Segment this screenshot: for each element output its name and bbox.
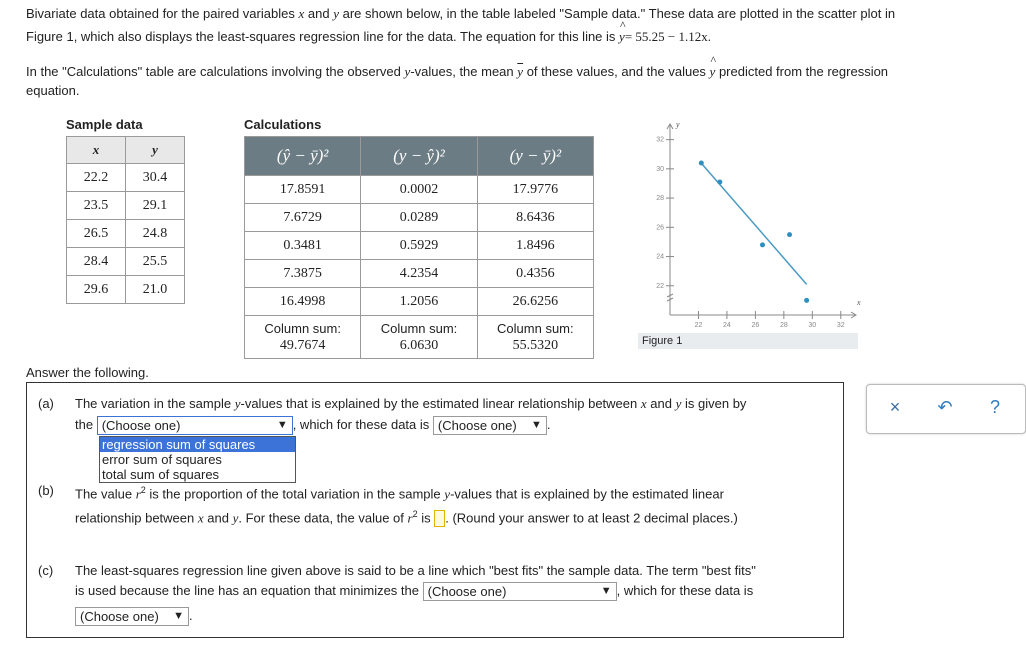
question-b-text: The value $r^2$ is the proportion of the total variation in the sample y-values that is explained by the estimated linear [75,485,724,502]
sample-data-table [66,136,185,304]
r-squared-input[interactable] [434,510,445,527]
cell: 16.4998 [245,288,361,316]
cell: 29.1 [126,192,185,220]
dropdown-menu [99,436,296,483]
dropdown-arrow-icon: ▼ [276,419,288,432]
data-point [760,242,765,247]
table-row [245,288,594,316]
x-tick-label: 26 [751,322,760,329]
dropdown-option-total[interactable]: total sum of squares [102,467,220,482]
question-c-select-1[interactable]: (Choose one) ▼ [423,582,617,601]
undo-icon[interactable]: ↶ [937,397,953,417]
dropdown-option-error[interactable]: error sum of squares [102,452,222,467]
help-icon[interactable]: ? [989,397,1000,417]
dropdown-option-regression[interactable]: regression sum of squares [100,437,295,452]
column-header-regression: (ŷ − ȳ)² [245,137,361,176]
cell: 4.2354 [361,260,477,288]
dropdown-arrow-icon: ▼ [173,610,184,623]
cell: 26.5 [67,220,126,248]
cell: 26.6256 [477,288,593,316]
calculations-title: Calculations [244,117,322,132]
close-icon[interactable]: × [889,397,901,417]
cell: 22.2 [67,164,126,192]
calculations-table [244,136,594,359]
answer-toolbar [866,384,1026,434]
cell: 0.0002 [361,176,477,204]
cell: 8.6436 [477,204,593,232]
question-c-answer-line: (Choose one) ▼ . [75,606,193,626]
y-tick-label: 28 [656,195,664,203]
cell: 1.2056 [361,288,477,316]
question-a-text: The variation in the sample y-values that is explained by the estimated linear relationship between x and y is given by [75,396,747,411]
y-tick-label: 26 [656,224,664,232]
cell: 17.9776 [477,176,593,204]
cell: 7.3875 [245,260,361,288]
y-tick-label: 30 [656,165,664,173]
figure-caption: Figure 1 [638,333,858,349]
table-row [245,232,594,260]
column-sum-cell: Column sum: 6.0630 [361,316,477,359]
cell: 29.6 [67,276,126,304]
x-tick-label: 22 [694,322,703,329]
cell: 0.0289 [361,204,477,232]
column-sum-cell: Column sum: 55.5320 [477,316,593,359]
cell: 0.4356 [477,260,593,288]
question-a-answer-line: the (Choose one) ▼ , which for these data is (Choose one) ▼ . [75,417,551,434]
x-axis-label: x [857,298,861,307]
questions-box [26,382,844,638]
questions-header: Answer the following. [26,365,149,380]
table-row [245,204,594,232]
cell: 21.0 [126,276,185,304]
data-point [787,232,792,237]
cell: 1.8496 [477,232,593,260]
x-tick-label: 24 [723,322,731,329]
y-axis-label: y [676,120,680,129]
cell: 0.5929 [361,232,477,260]
scatter-plot [620,110,860,335]
data-point [717,180,722,185]
cell: 30.4 [126,164,185,192]
table-row [245,176,594,204]
question-b-label: (b) [38,483,54,498]
column-header-x: x [67,137,126,164]
cell: 23.5 [67,192,126,220]
cell: 17.8591 [245,176,361,204]
cell: 28.4 [67,248,126,276]
table-row [67,192,185,220]
sample-data-title: Sample data [66,117,143,132]
intro-paragraph-1: Bivariate data obtained for the paired variables x and y are shown below, in the table labeled "Sample data." These data are plotted in the scatter plot in Figure 1, which also displays the least-squares regression line for the data. The equation for this line is ^ y= 55.25 − 1.12x. [26,2,1001,48]
cell: 25.5 [126,248,185,276]
dropdown-arrow-icon: ▼ [600,585,612,598]
question-c-label: (c) [38,563,54,578]
y-tick-label: 22 [656,282,664,290]
table-row [67,276,185,304]
regression-equation: = 55.25 − 1.12x. [624,29,711,44]
table-row [67,164,185,192]
y-tick-label: 24 [656,253,664,261]
cell: 24.8 [126,220,185,248]
x-tick-label: 32 [836,322,845,329]
question-b-text-2: relationship between x and y. For these data, the value of $r^2$ is . (Round your answer to at least 2 decimal places.) [75,505,835,527]
table-row [67,248,185,276]
question-a-label: (a) [38,396,54,411]
column-header-total: (y − ȳ)² [477,137,593,176]
question-a-select-1[interactable]: (Choose one) ▼ [97,416,293,435]
cell: 0.3481 [245,232,361,260]
regression-line [701,163,806,284]
column-sum-row [245,316,594,359]
intro-paragraph-2: In the "Calculations" table are calculations involving the observed y-values, the mean $\overline{y}$ of these values, and the values ^ y predicted from the regression equation. [26,62,1001,100]
question-a-select-2[interactable]: (Choose one) ▼ [433,416,547,435]
x-tick-label: 30 [808,322,817,329]
column-header-error: (y − ŷ)² [361,137,477,176]
y-tick-label: 32 [656,136,664,144]
data-point [804,298,809,303]
column-sum-cell: Column sum: 49.7674 [245,316,361,359]
column-header-y: y [126,137,185,164]
data-point [699,161,704,166]
question-c-select-2[interactable]: (Choose one) ▼ [75,607,189,626]
table-row [245,260,594,288]
question-c-text-2: is used because the line has an equation that minimizes the (Choose one) ▼ , which for these data is [75,583,754,600]
cell: 7.6729 [245,204,361,232]
question-c-text: The least-squares regression line given above is said to be a line which "best fits" the sample data. The term "best fits" [75,563,756,578]
dropdown-arrow-icon: ▼ [531,419,542,432]
table-row [67,220,185,248]
x-tick-label: 28 [779,322,788,329]
